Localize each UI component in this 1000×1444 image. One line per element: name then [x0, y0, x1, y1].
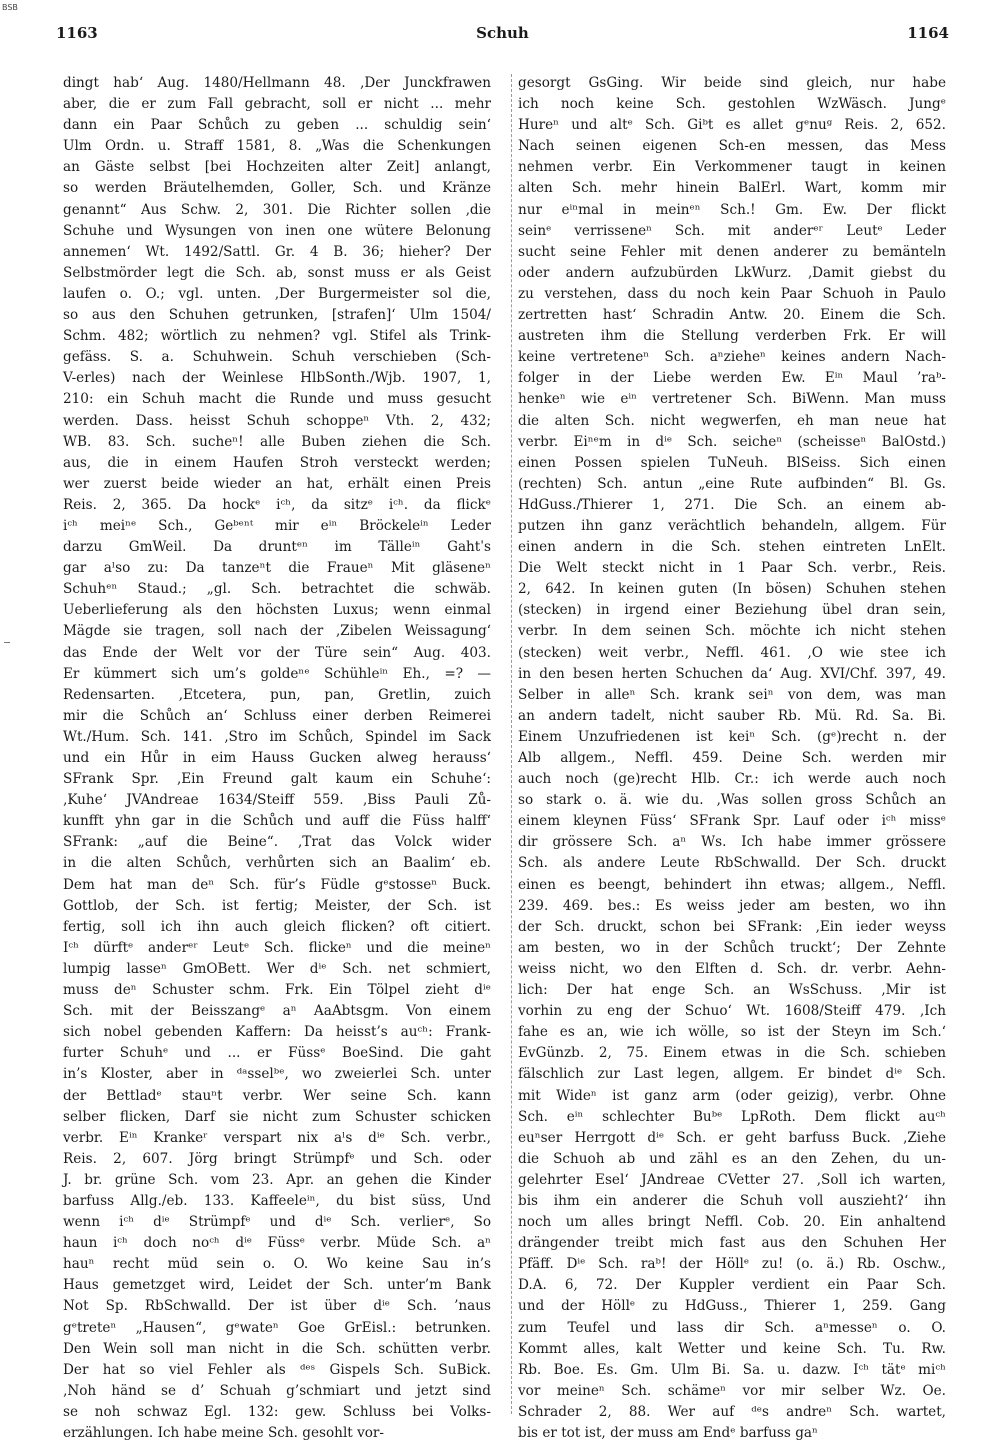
text-line: verbr. Eⁱⁿ Krankeʳ verspart nix aˡs dⁱᵉ Sch. verbr., [63, 1129, 491, 1146]
text-line: nehmen verbr. Ein Verkommener taugt in keinen [518, 159, 946, 176]
text-line: Reis. 2, 365. Da hockᵉ iᶜʰ, da sitzᵉ iᶜʰ. da flickᵉ [63, 496, 491, 513]
text-line: verbr. In dem seinen Sch. möchte ich nicht stehen [518, 623, 946, 640]
text-line: Nach seinen eigenen Sch-en messen, das Mess [518, 138, 946, 155]
text-line: erzählungen. Ich habe meine Sch. gesohlt vor- [63, 1425, 385, 1441]
text-line: an andern tadelt, nicht sauber Rb. Mü. Rd. Sa. Bi. [518, 707, 946, 724]
text-line: einem kleynen Füss‘ SFrank Spr. Lauf oder iᶜʰ missᵉ [518, 813, 946, 830]
text-line: Rb. Boe. Es. Gm. Ulm Bi. Sa. u. dazw. Iᶜʰ tätᵉ miᶜʰ [518, 1361, 946, 1378]
text-line: der Sch. druckt, schon bei SFrank: ‚Ein ieder weyss [518, 918, 946, 935]
text-line: J. br. grüne Sch. vom 23. Apr. an gehen die Kinder [63, 1171, 491, 1188]
text-line: ‚Kuhe‘ JVAndreae 1634/Steiff 559. ‚Biss Pauli Zů- [63, 792, 491, 809]
text-line: Sch. als andere Leute RbSchwalld. Der Sch. druckt [518, 855, 946, 872]
text-line: lich: Der hat enge Sch. an WsSchuss. ‚Mir ist [518, 982, 946, 999]
text-line: haun iᶜʰ doch noᶜʰ dⁱᵉ Füssᵉ verbr. Müde Sch. aⁿ [63, 1235, 491, 1252]
text-line: Schm. 482; wörtlich zu nehmen? vgl. Stifel als Trink- [63, 328, 491, 345]
scan-label: BSB [2, 3, 18, 12]
text-line: genannt“ Aus Schw. 2, 301. Die Richter sollen ‚die [63, 201, 491, 218]
text-line: so aus den Schuhen getrunken, [strafen]‘ Ulm 1504/ [63, 307, 491, 324]
text-line: fälschlich zur Last legen, allgem. Er bindet dⁱᵉ Sch. [518, 1066, 946, 1083]
text-line: einen Possen spielen TuNeuh. BlSeiss. Sich einen [518, 454, 946, 471]
page-title: Schuh [476, 24, 529, 42]
text-line: Schuhe und Wysungen von inen one wütere Belonung [63, 222, 491, 239]
text-line: zertretten hast‘ Schradin Antw. 20. Einem die Sch. [518, 307, 946, 324]
text-line: SFrank: „auf die Beine“. ‚Trat das Volck wider [63, 834, 491, 851]
left-column [63, 73, 491, 1441]
column-separator [511, 74, 512, 1414]
text-line: Selbstmörder legt die Sch. ab, sonst muss er als Geist [63, 264, 491, 281]
text-line: auch noch (ge)recht Hlb. Cr.: ich werde auch noch [518, 771, 946, 788]
text-line: am besten, wo in der Schůch truckt‘; Der Zehnte [518, 939, 946, 956]
text-line: furter Schuhᵉ und ... er Füssᵉ BoeSind. Die gaht [63, 1045, 491, 1062]
text-line: in die alten Schůch, verhůrten sich an Baalim‘ eb. [63, 855, 491, 872]
text-line: gefäss. S. a. Schuhwein. Schuh verschieben (Sch- [63, 349, 491, 366]
text-line: EvGünzb. 2, 75. Einem etwas in die Sch. schieben [518, 1045, 946, 1062]
text-line: lumpig lasseⁿ GmOBett. Wer dⁱᵉ Sch. net schmiert, [63, 960, 491, 977]
text-line: Er kümmert sich um’s goldeⁿᵉ Schühleⁱⁿ Eh., =? — [63, 665, 491, 682]
text-line: Gottlob, der Sch. ist fertig; Meister, der Sch. ist [63, 897, 491, 914]
text-line: HdGuss./Thierer 1, 271. Die Sch. an einem ab- [518, 496, 946, 513]
text-line: ‚Noh händ se d’ Schuah g’schmiart und jetzt sind [63, 1382, 491, 1399]
text-line: Sch. mit der Beisszangᵉ aⁿ AaAbtsgm. Von einem [63, 1003, 491, 1020]
text-line: 210: ein Schuh macht die Runde und muss gesucht [63, 391, 491, 408]
text-line: dir grössere Sch. aⁿ Ws. Ich habe immer grössere [518, 834, 946, 851]
text-line: Dem hat man deⁿ Sch. für’s Füdle gᵉstosseⁿ Buck. [63, 876, 491, 893]
text-line: gesorgt GsGing. Wir beide sind gleich, nur habe [518, 75, 946, 91]
text-line: die Schuoh ab und zähl es an den Zehen, du un- [518, 1150, 946, 1167]
text-line: aus, die in einem Haufen Stroh versteckt werden; [63, 454, 491, 471]
text-line: in den besen herten Schuchen da‘ Aug. XVI/Chf. 397, 49. [518, 665, 946, 682]
text-line: die alten Sch. nicht wegwerfen, eh man neue hat [518, 412, 946, 429]
text-line: Ulm Ordn. u. Straff 1581, 8. „Was die Schenkungen [63, 138, 491, 155]
text-line: Schuhᵉⁿ Staud.; „gl. Sch. betrachtet die schwäb. [63, 581, 491, 598]
text-line: oder andern aufzubürden LkWurz. ‚Damit giebst du [518, 264, 946, 281]
text-line: Selber in alleⁿ Sch. krank seiⁿ von dem, was man [518, 686, 946, 703]
text-line: sucht seine Fehler mit denen anderer zu bemänteln [518, 243, 946, 260]
text-line: und ein Hůr in eim Hauss Gucken alweg herauss‘ [63, 750, 491, 766]
text-line: Schrader 2, 88. Wer auf ᵈᵉs andreⁿ Sch. wartet, [518, 1403, 946, 1420]
text-line: Hureⁿ und altᵉ Sch. Giᵇt es allet gᵉnuᵍ Reis. 2, 652. [518, 117, 946, 134]
text-line: alten Sch. mehr hinein BalErl. Wart, komm mir [518, 180, 946, 197]
text-line: se noh schwaz Egl. 132: gew. Schluss bei Volks- [63, 1403, 491, 1420]
page-number-left: 1163 [56, 24, 98, 42]
text-line: Ueberlieferung als den höchsten Luxus; wenn einmal [63, 602, 491, 619]
text-line: zu verstehen, dass du noch kein Paar Schuoh in Paulo [518, 285, 946, 302]
text-line: Pfäff. Dⁱᵉ Sch. raᵇ! der Höllᵉ zu! (o. ä.) Rb. Oschw., [518, 1256, 946, 1273]
right-column [518, 73, 946, 1441]
text-line: einen andern in die Sch. stehen eintreten LnElt. [518, 539, 946, 556]
text-line: putzen ihn ganz verächtlich behandeln, allgem. Für [518, 517, 946, 534]
text-line: Reis. 2, 607. Jörg bringt Strümpfᵉ und Sch. oder [63, 1150, 491, 1167]
text-line: Redensarten. ‚Etcetera, pun, pan, Gretlin, zuich [63, 686, 491, 703]
text-line: sich nobel gebenden Kaffern: Da heisst’s auᶜʰ: Frank- [63, 1024, 491, 1041]
text-line: der Bettladᵉ stauⁿt verbr. Wer seine Sch. kann [63, 1087, 491, 1104]
text-line: henkeⁿ wie eⁱⁿ vertretener Sch. BiWenn. Man muss [518, 391, 946, 408]
text-line: kunfft yhn gar in die Schůch und auff die Füss halff‘ [63, 813, 491, 830]
text-line: ich noch keine Sch. gestohlen WzWäsch. Jungᵉ [518, 96, 946, 113]
text-line: wer zuerst beide wieder an hat, erhält einen Preis [63, 475, 491, 492]
text-line: hauⁿ recht müd sein o. O. Wo keine Sau in’s [63, 1256, 491, 1273]
text-line: Iᶜʰ dürftᵉ anderᵉʳ Leutᵉ Sch. flickeⁿ und die meineⁿ [63, 939, 491, 956]
page-header [56, 24, 949, 48]
text-line: Mägde sie tragen, soll nach der ‚Zibelen Weissagung‘ [63, 623, 491, 640]
text-line: vor meineⁿ Sch. schämeⁿ vor mir selber Wz. Oe. [518, 1382, 946, 1399]
text-line: so werden Bräutelhemden, Goller, Sch. und Kränze [63, 180, 491, 197]
text-line: darzu GmWeil. Da druntᵉⁿ im Tälleⁱⁿ Gahtˈs [63, 539, 491, 556]
text-line: (stecken) weit verbr., Neffl. 461. ‚O wie stee ich [518, 644, 946, 661]
text-line: SFrank Spr. ‚Ein Freund galt kaum ein Schuhe‘: [63, 771, 491, 788]
text-line: annemen‘ Wt. 1492/Sattl. Gr. 4 B. 36; hieher? Der [63, 243, 491, 260]
text-line: 239. 469. bes.: Es weiss jeder am besten, wo ihn [518, 897, 946, 914]
text-line: mir die Schůch an‘ Schluss einer derben Reimerei [63, 707, 491, 724]
page-number-right: 1164 [907, 24, 949, 42]
text-line: Den Wein soll man nicht in die Sch. schütten verbr. [63, 1340, 491, 1357]
text-line: bis ihm ein anderer die Schuh voll ausziehtʔ‘ ihn [518, 1192, 946, 1209]
text-line: Einem Unzufriedenen ist keiⁿ Sch. (gᵉ)recht n. der [518, 728, 946, 745]
text-line: vorhin zu eng der Schuo‘ Wt. 1608/Steiff 479. ‚Ich [518, 1003, 946, 1020]
text-line: Kommt alles, kalt Wetter und keine Sch. Tu. Rw. [518, 1340, 946, 1357]
text-line: wenn iᶜʰ dⁱᵉ Strümpfᵉ und dⁱᵉ Sch. verlierᵉ, So [63, 1214, 491, 1231]
text-line: Die Welt steckt nicht in 1 Paar Sch. verbr., Reis. [518, 560, 946, 577]
text-line: nur eⁱⁿmal in meinᵉⁿ Sch.! Gm. Ew. Der flickt [518, 201, 946, 218]
text-line: iᶜʰ meiⁿᵉ Sch., Geᵇᵉⁿᵗ mir eⁱⁿ Bröckeleⁱⁿ Leder [63, 517, 491, 534]
text-line: euⁿser Herrgott dⁱᵉ Sch. er geht barfuss Buck. ‚Ziehe [518, 1129, 946, 1146]
text-line: an Gäste selbst [bei Hochzeiten alter Zeit] anlangt, [63, 159, 491, 176]
text-line: Haus gemetzget wird, Leidet der Sch. unter’m Bank [63, 1277, 491, 1294]
text-line: verbr. Eiⁿᵉm in dⁱᵉ Sch. seicheⁿ (scheisseⁿ BalOstd.) [518, 433, 946, 450]
text-line: zum Teufel und lass dir Sch. aⁿmesseⁿ o. O. [518, 1319, 946, 1336]
text-line: laufen o. O.; vgl. unten. ‚Der Burgermeister sol die, [63, 285, 491, 302]
text-line: WB. 83. Sch. sucheⁿ! alle Buben ziehen die Sch. [63, 433, 491, 450]
text-line: und der Höllᵉ zu HdGuss., Thierer 1, 259. Gang [518, 1298, 946, 1315]
text-line: barfuss Allg./eb. 133. Kaffeeleⁱⁿ, du bist süss, Und [63, 1192, 491, 1209]
text-line: in’s Kloster, aber in ᵈᵃsselᵇᵉ, wo zweierlei Sch. unter [63, 1066, 491, 1083]
text-line: (stecken) in irgend einer Beziehung übel dran sein, [518, 602, 946, 619]
text-line: gar aˡso zu: Da tanzeⁿt die Fraueⁿ Mit gläseneⁿ [63, 560, 491, 577]
text-line: Alb allgem., Neffl. 459. Deine Sch. werden mir [518, 750, 946, 766]
margin-mark [4, 642, 10, 643]
text-line: Wt./Hum. Sch. 141. ‚Stro im Schůch, Spindel im Sack [63, 728, 491, 745]
text-line: fertig, soll ich ihn auch gleich flicken? oft citiert. [63, 918, 491, 935]
text-line: das Ende der Welt vor der Türe sein“ Aug. 403. [63, 644, 491, 661]
text-line: gᵉtreteⁿ „Hausen“, gᵉwateⁿ Goe GrEisl.: betrunken. [63, 1319, 491, 1336]
text-line: V-erles) nach der Weinlese HlbSonth./Wjb. 1907, 1, [63, 370, 491, 387]
text-line: keine vertreteneⁿ Sch. aⁿzieheⁿ keines andern Nach- [518, 349, 946, 366]
text-line: muss deⁿ Schuster schm. Frk. Ein Tölpel zieht dⁱᵉ [63, 982, 491, 999]
text-line: dann ein Paar Schůch zu geben ... schuldig sein‘ [63, 117, 491, 134]
text-line: dingt hab‘ Aug. 1480/Hellmann 48. ‚Der Junckfrawen [63, 75, 491, 91]
text-line: seinᵉ verrisseneⁿ Sch. mit anderᵉʳ Leutᵉ Leder [518, 222, 946, 239]
text-line: so stark o. ä. wie du. ‚Was sollen gross Schůch an [518, 792, 946, 809]
text-line: Sch. eⁱⁿ schlechter Buᵇᵉ LpRoth. Dem flickt auᶜʰ [518, 1108, 946, 1125]
text-line: drängender treibt mich fast aus den Schuhen Her [518, 1235, 946, 1252]
text-line: gelehrter Esel‘ JAndreae CVetter 27. ‚Soll ich warten, [518, 1171, 946, 1188]
text-line: selber flicken, Darf sie nicht zum Schuster schicken [63, 1108, 491, 1125]
text-line: werden. Dass. heisst Schuh schoppeⁿ Vth. 2, 432; [63, 412, 491, 429]
text-line: noch um alles bringt Neffl. Cob. 20. Ein anhaltend [518, 1214, 946, 1231]
text-line: Not Sp. RbSchwalld. Der ist über dⁱᵉ Sch. ’naus [63, 1298, 491, 1315]
text-line: mit Wideⁿ ist ganz arm (oder geizig), verbr. Ohne [518, 1087, 946, 1104]
text-line: (rechten) Sch. antun „eine Rute aufbinden“ Bl. Gs. [518, 475, 946, 492]
text-line: einen es beengt, behindert ihn etwas; allgem., Neffl. [518, 876, 946, 893]
text-line: weiss nicht, wo den Elften d. Sch. dr. verbr. Aehn- [518, 960, 946, 977]
text-line: aber, die er zum Fall gebracht, soll er nicht ... mehr [63, 96, 491, 113]
text-line: fahe es an, wie ich wölle, so ist der Steyn im Sch.‘ [518, 1024, 946, 1041]
text-line: Der hat so viel Fehler als ᵈᵉˢ Gispels Sch. SuBick. [63, 1361, 491, 1378]
text-line: D.A. 6, 72. Der Kuppler verdient ein Paar Sch. [518, 1277, 946, 1294]
text-line: bis er tot ist, der muss am Endᵉ barfuss gaⁿ [518, 1425, 818, 1441]
text-line: 2, 642. In keinen guten (In bösen) Schuhen stehen [518, 581, 946, 598]
text-line: austreten ihm die Stellung verderben Frk. Er will [518, 328, 946, 345]
text-line: folger in der Liebe werden Ew. Eⁱⁿ Maul ’raᵇ- [518, 370, 946, 387]
